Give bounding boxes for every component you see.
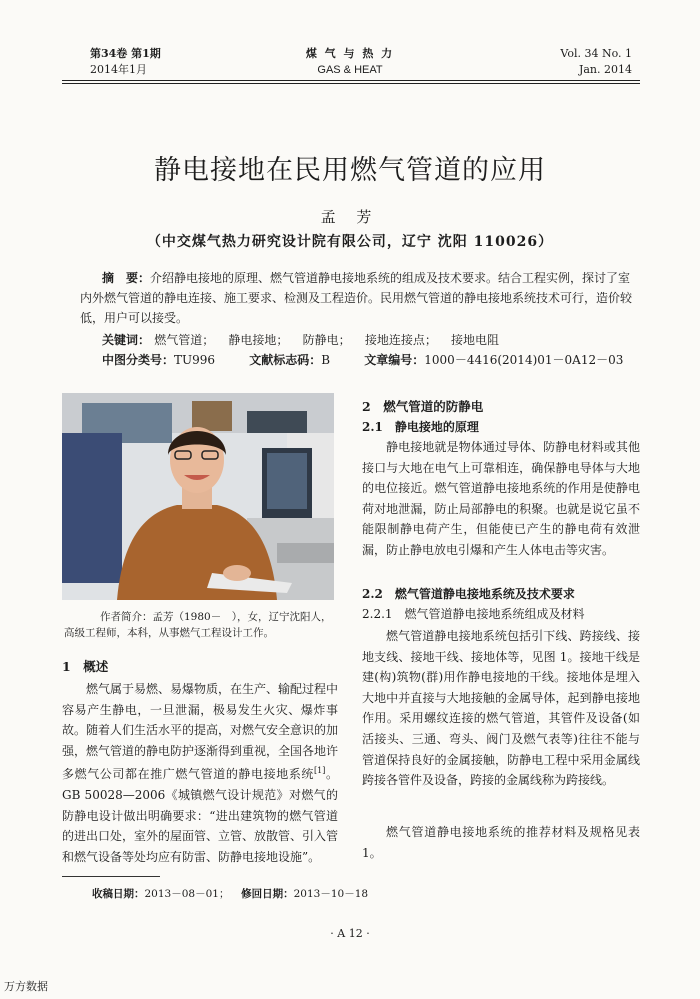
keyword: 接地电阻 — [451, 333, 500, 347]
keyword: 防静电； — [302, 333, 351, 347]
citation-ref: [1] — [314, 766, 326, 776]
section-1-text — [62, 679, 338, 867]
date-en: Jan. 2014 — [578, 63, 632, 76]
revised-date: 2013－10－18 — [293, 888, 369, 900]
received-label: 收稿日期： — [92, 888, 145, 900]
abstract — [80, 268, 635, 328]
clc-label: 中图分类号： — [102, 353, 175, 367]
received-dates — [92, 886, 368, 901]
doc-code-value: B — [321, 353, 331, 367]
journal-name-cn: 煤 气 与 热 力 — [305, 47, 395, 60]
watermark: 万方数据 — [4, 981, 48, 993]
section-2-2-heading: 2.2 燃气管道静电接地系统及技术要求 — [362, 587, 575, 601]
section-2-1-text: 静电接地就是物体通过导体、防静电材料或其他接口与大地在电气上可靠相连，确保静电导体与大地的电位接近。燃气管道静电接地系统的作用是使静电荷对地泄漏，防止局部静电的积聚。也就是说它虽不能限制静电荷产生，但能使已产生的静电荷有效泄漏，防止静电放电引爆和产生人体电击等灾害。 — [362, 440, 640, 557]
keyword: 接地连接点； — [364, 333, 437, 347]
section-2-1-heading: 2.1 静电接地的原理 — [362, 420, 479, 434]
section-2-heading: 2 燃气管道的防静电 — [362, 399, 484, 414]
doc-code-label: 文献标志码： — [249, 353, 322, 367]
issue-date: 2014年1月 — [90, 63, 147, 76]
volume-en: Vol. 34 No. 1 — [560, 47, 632, 60]
author-name: 孟 芳 — [320, 208, 380, 226]
journal-name-en: GAS & HEAT — [317, 64, 383, 76]
footnote-rule — [62, 876, 160, 877]
revised-label: 修回日期： — [241, 888, 294, 900]
volume-issue: 第34卷 第1期 — [90, 47, 161, 60]
section-2-2-1-text-2: 燃气管道静电接地系统的推荐材料及规格见表 1。 — [362, 825, 640, 860]
section-1-text-b: 。GB 50028—2006《城镇燃气设计规范》对燃气的防静电设计做出明确要求：“进出建筑物的燃气管道的进出口处，室外的屋面管、立管、放散管、引入管和燃气设备等处均应有防雷、防静电接地设施”。 — [62, 767, 339, 864]
received-date: 2013－08－01； — [144, 888, 230, 900]
abstract-text: 介绍静电接地的原理、燃气管道静电接地系统的组成及技术要求。结合工程实例，探讨了室内外燃气管道的静电连接、施工要求、检测及工程造价。民用燃气管道的静电接地系统技术可行，造价较低，用户可以接受。 — [80, 271, 633, 325]
section-2-2-1-text: 燃气管道静电接地系统包括引下线、跨接线、接地支线、接地干线、接地体等，见图 1。接地干线是建(构)筑物(群)用作静电接地的干线。接地体是埋入大地中并直接与大地接触的金属导体，起到静电接地作用。采用螺纹连接的燃气管道，其管件及设备(如活接头、三通、弯头、阀门及燃气表等)往往不能与管道保持良好的金属接触，防静电工程中采用金属线跨接各管件及设备，跨接的金属线称为跨接线。 — [362, 629, 640, 788]
author-affiliation: （中交煤气热力研究设计院有限公司，辽宁 沈阳 110026） — [146, 234, 554, 250]
clc-value: TU996 — [174, 353, 216, 367]
header-rule — [62, 80, 640, 81]
header-rule-thin — [62, 83, 640, 84]
article-no-label: 文章编号： — [364, 353, 425, 367]
classification-line — [102, 350, 642, 370]
keywords-label: 关键词： — [102, 333, 151, 347]
page-number: · A 12 · — [330, 927, 370, 940]
article-title: 静电接地在民用燃气管道的应用 — [154, 155, 546, 186]
author-photo-image — [62, 393, 334, 600]
section-2-2-1-heading: 2.2.1 燃气管道静电接地系统组成及材料 — [362, 607, 585, 621]
keyword: 静电接地； — [228, 333, 289, 347]
section-1-heading: 1 概述 — [62, 659, 109, 674]
abstract-label: 摘 要： — [102, 271, 151, 285]
keyword: 燃气管道； — [154, 333, 215, 347]
author-note: 作者简介：孟芳（1980－ ），女，辽宁沈阳人，高级工程师，本科，从事燃气工程设计工作。 — [64, 611, 332, 639]
keywords — [102, 330, 509, 350]
section-1-text-a: 燃气属于易燃、易爆物质，在生产、输配过程中容易产生静电，一旦泄漏，极易发生火灾、爆炸事故。随着人们生活水平的提高，对燃气安全意识的加强，燃气管道的静电防护逐渐得到重视，全国各地许多燃气公司都在推广燃气管道的静电接地系统 — [62, 682, 339, 782]
author-photo — [62, 393, 334, 600]
article-no-value: 1000－4416(2014)01－0A12－03 — [424, 353, 624, 367]
